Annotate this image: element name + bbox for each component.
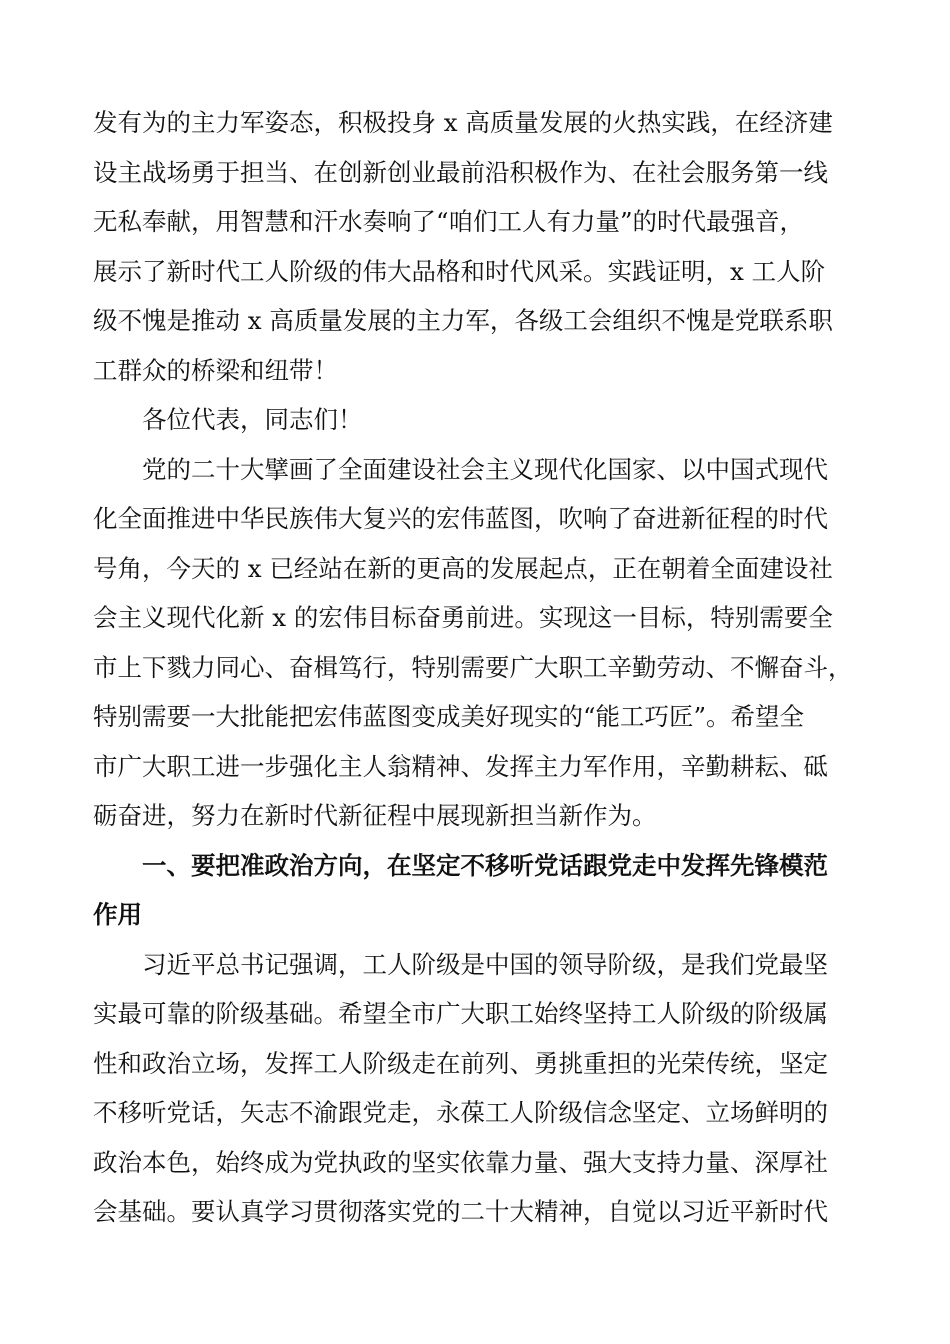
text-line: 习近平总书记强调，工人阶级是中国的领导阶级，是我们党最坚 [142, 949, 828, 979]
text-line: 化全面推进中华民族伟大复兴的宏伟蓝图，吹响了奋进新征程的时代 [93, 504, 828, 533]
text-line: 砺奋进，努力在新时代新征程中展现新担当新作为。 [93, 801, 657, 830]
text-line: 市广大职工进一步强化主人翁精神、发挥主力军作用，辛勤耕耘、砥 [93, 751, 828, 781]
text-line: 号角，今天的 x 已经站在新的更高的发展起点，正在朝着全面建设社 [93, 553, 833, 583]
text-line: 各位代表，同志们！ [142, 405, 363, 434]
text-line: 会主义现代化新 x 的宏伟目标奋勇前进。实现这一目标，特别需要全 [93, 603, 833, 632]
text-line: 无私奉献，用智慧和汗水奏响了“咱们工人有力量”的时代最强音， [93, 207, 805, 236]
heading-line: 作用 [93, 900, 142, 929]
section-heading [93, 841, 863, 940]
text-line: 工群众的桥梁和纽带！ [93, 355, 338, 385]
text-line: 市上下戮力同心、奋楫笃行，特别需要广大职工辛勤劳动、不懈奋斗， [93, 652, 853, 682]
text-line: 党的二十大擘画了全面建设社会主义现代化国家、以中国式现代 [142, 454, 828, 484]
text-line: 会基础。要认真学习贯彻落实党的二十大精神，自觉以习近平新时代 [93, 1197, 828, 1226]
text-line: 发有为的主力军姿态，积极投身 x 高质量发展的火热实践，在经济建 [93, 108, 833, 137]
text-line: 实最可靠的阶级基础。希望全市广大职工始终坚持工人阶级的阶级属 [93, 999, 828, 1028]
text-line: 展示了新时代工人阶级的伟大品格和时代风采。实践证明，x 工人阶 [93, 256, 826, 286]
text-line: 性和政治立场，发挥工人阶级走在前列、勇挑重担的光荣传统，坚定 [93, 1048, 828, 1078]
text-line: 不移听党话，矢志不渝跟党走，永葆工人阶级信念坚定、立场鲜明的 [93, 1098, 828, 1127]
paragraph-body [93, 940, 863, 1237]
text-line: 设主战场勇于担当、在创新创业最前沿积极作为、在社会服务第一线 [93, 157, 828, 187]
paragraph-body [93, 445, 863, 841]
document-page [93, 98, 863, 1237]
heading-line: 一、要把准政治方向，在坚定不移听党话跟党走中发挥先锋模范 [142, 850, 828, 880]
paragraph-salutation [93, 395, 863, 445]
text-line: 级不愧是推动 x 高质量发展的主力军，各级工会组织不愧是党联系职 [93, 306, 833, 335]
paragraph-continued [93, 98, 863, 395]
text-line: 政治本色，始终成为党执政的坚实依靠力量、强大支持力量、深厚社 [93, 1147, 828, 1177]
text-line: 特别需要一大批能把宏伟蓝图变成美好现实的“能工巧匠”。希望全 [93, 702, 805, 731]
